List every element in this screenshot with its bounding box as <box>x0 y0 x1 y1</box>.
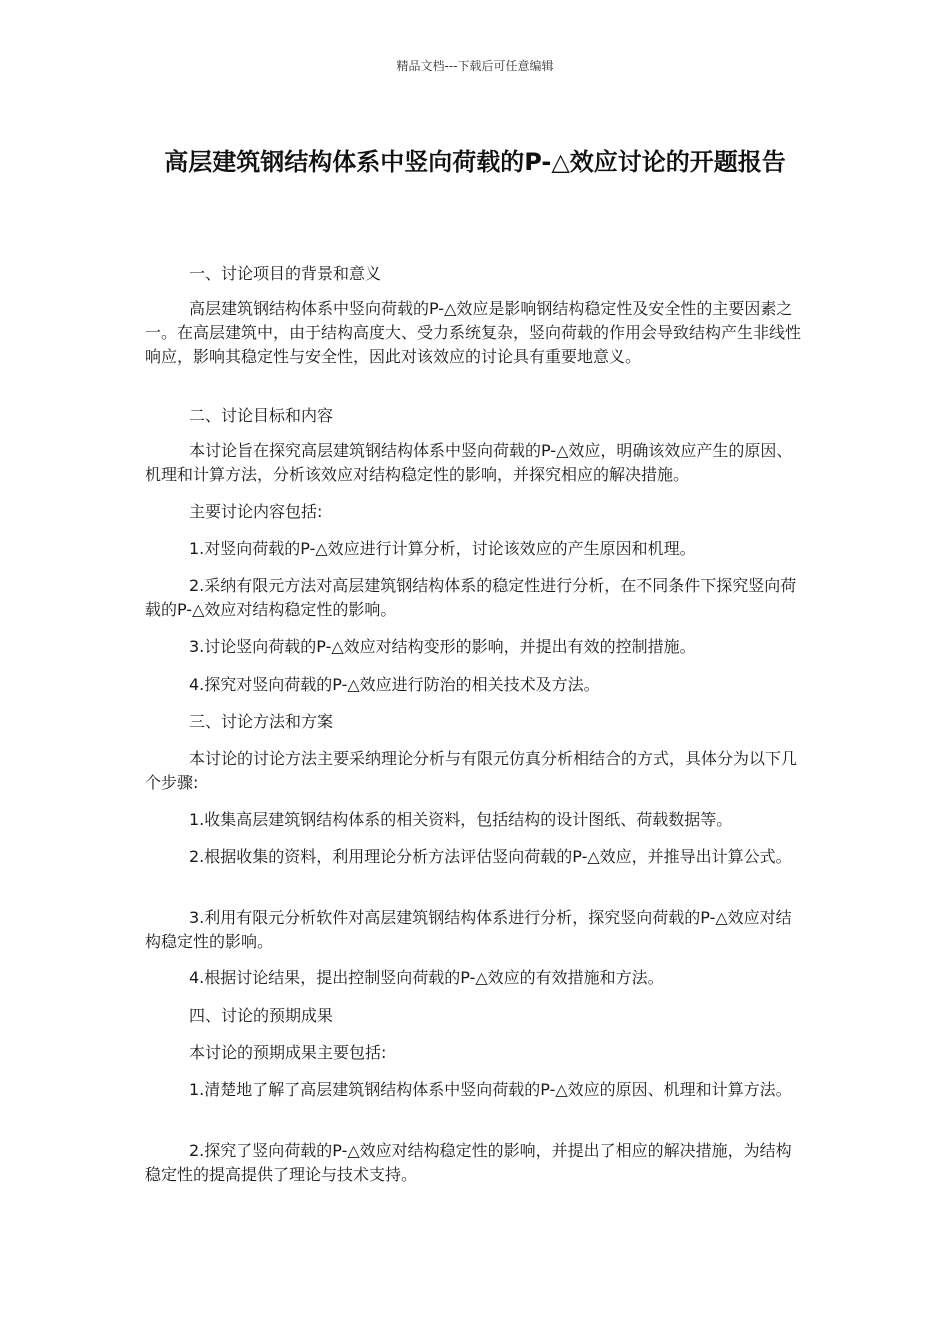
list-item: 4.探究对竖向荷载的P-△效应进行防治的相关技术及方法。 <box>189 675 600 694</box>
header-note: 精品文档---下载后可任意编辑 <box>396 59 554 73</box>
section-3-heading-block <box>145 710 805 734</box>
list-item: 1.收集高层建筑钢结构体系的相关资料，包括结构的设计图纸、荷载数据等。 <box>189 810 733 829</box>
document-title: 高层建筑钢结构体系中竖向荷载的P-△效应讨论的开题报告 <box>164 148 786 176</box>
outcome-item-1-block <box>145 1078 805 1102</box>
list-item: 1.对竖向荷载的P-△效应进行计算分析，讨论该效应的产生原因和机理。 <box>189 539 696 558</box>
paragraph: 本讨论旨在探究高层建筑钢结构体系中竖向荷载的P-△效应，明确该效应产生的原因、机理和计算方法，分析该效应对结构稳定性的影响，并探究相应的解决措施。 <box>145 441 793 484</box>
list-item: 3.讨论竖向荷载的P-△效应对结构变形的影响，并提出有效的控制措施。 <box>189 637 696 656</box>
section-heading: 四、讨论的预期成果 <box>189 1006 334 1025</box>
paragraph: 主要讨论内容包括: <box>189 502 323 521</box>
section-2-heading-block <box>145 404 805 428</box>
paragraph: 高层建筑钢结构体系中竖向荷载的P-△效应是影响钢结构稳定性及安全性的主要因素之一。在高层建筑中，由于结构高度大、受力系统复杂，竖向荷载的作用会导致结构产生非线性响应，影响其稳定性与安全性，因此对该效应的讨论具有重要地意义。 <box>145 299 802 366</box>
method-step-2-block <box>145 845 805 869</box>
outcome-intro-block <box>145 1041 805 1065</box>
paragraph: 本讨论的预期成果主要包括: <box>189 1043 387 1062</box>
method-step-4-block <box>145 966 805 990</box>
section-1-heading-block <box>145 262 805 286</box>
list-item: 2.采纳有限元方法对高层建筑钢结构体系的稳定性进行分析，在不同条件下探究竖向荷载的P-△效应对结构稳定性的影响。 <box>145 576 797 619</box>
list-item: 2.根据收集的资料，利用理论分析方法评估竖向荷载的P-△效应，并推导出计算公式。 <box>189 847 792 866</box>
section-heading: 二、讨论目标和内容 <box>189 406 334 425</box>
list-item: 2.探究了竖向荷载的P-△效应对结构稳定性的影响，并提出了相应的解决措施，为结构稳定性的提高提供了理论与技术支持。 <box>145 1141 792 1184</box>
section-heading: 一、讨论项目的背景和意义 <box>189 264 382 283</box>
content-intro-block <box>145 500 805 524</box>
content-item-1-block <box>145 537 805 561</box>
content-item-4-block <box>145 673 805 697</box>
section-4-heading-block <box>145 1004 805 1028</box>
method-step-1-block <box>145 808 805 832</box>
outcome-item-2-block <box>145 1139 805 1187</box>
list-item: 3.利用有限元分析软件对高层建筑钢结构体系进行分析，探究竖向荷载的P-△效应对结构稳定性的影响。 <box>145 908 792 951</box>
list-item: 4.根据讨论结果，提出控制竖向荷载的P-△效应的有效措施和方法。 <box>189 968 664 987</box>
paragraph: 本讨论的讨论方法主要采纳理论分析与有限元仿真分析相结合的方式，具体分为以下几个步骤: <box>145 749 798 792</box>
section-heading: 三、讨论方法和方案 <box>189 712 334 731</box>
section-1-paragraph-block <box>145 297 805 369</box>
content-item-2-block <box>145 574 805 622</box>
content-item-3-block <box>145 635 805 659</box>
section-2-paragraph-block <box>145 439 805 487</box>
method-step-3-block <box>145 906 805 954</box>
section-3-paragraph-block <box>145 747 805 795</box>
list-item: 1.清楚地了解了高层建筑钢结构体系中竖向荷载的P-△效应的原因、机理和计算方法。 <box>189 1080 792 1099</box>
